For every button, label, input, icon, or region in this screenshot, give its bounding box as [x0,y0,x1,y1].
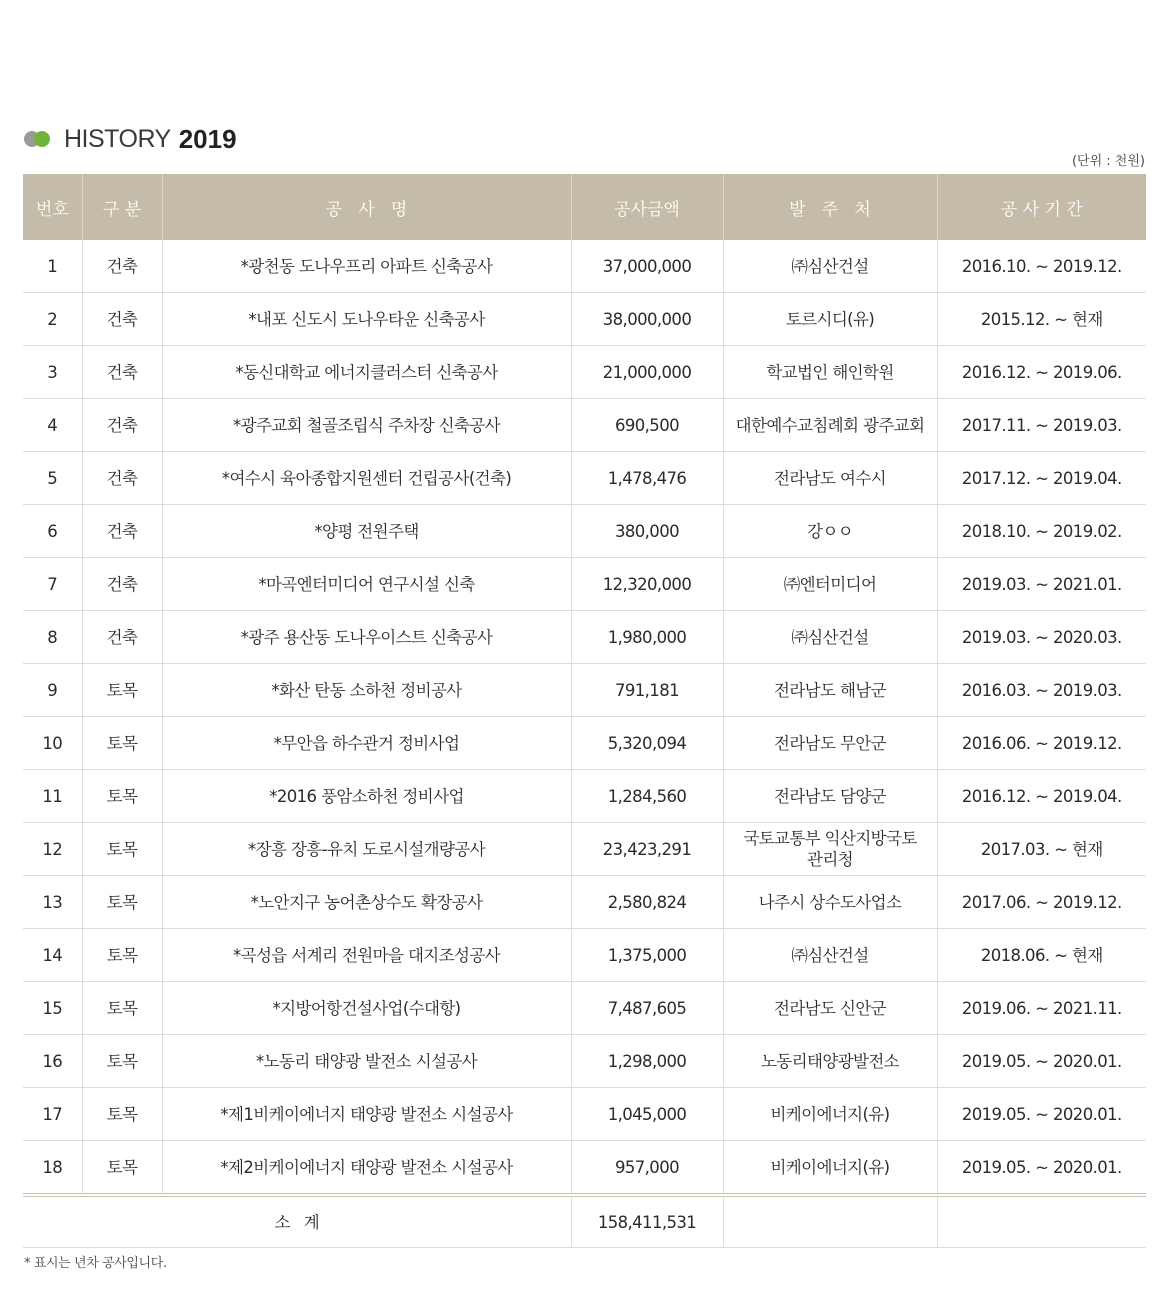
table-row [23,664,1146,717]
cell-amount: 2,580,824 [571,876,723,929]
cell-amount: 1,284,560 [571,770,723,823]
cell-client: 토르시디(유) [723,293,937,346]
cell-category: 건축 [82,505,162,558]
cell-project-name: *2016 풍암소하천 정비사업 [162,770,571,823]
history-table [23,174,1146,1248]
cell-period: 2016.10. ~ 2019.12. [937,240,1146,293]
cell-period: 2016.12. ~ 2019.06. [937,346,1146,399]
table-row [23,770,1146,823]
cell-client: 비케이에너지(유) [723,1088,937,1141]
cell-number: 14 [23,929,82,982]
cell-period: 2019.05. ~ 2020.01. [937,1088,1146,1141]
page-title-year: 2019 [178,123,237,154]
cell-number: 1 [47,256,58,276]
cell-amount: 1,980,000 [571,611,723,664]
cell-category: 토목 [82,876,162,929]
cell-period: 2017.06. ~ 2019.12. [937,876,1146,929]
cell-amount: 21,000,000 [571,346,723,399]
cell-number: 7 [23,558,82,611]
cell-period: 2016.06. ~ 2019.12. [937,717,1146,770]
table-row [23,452,1146,505]
table-row [23,1035,1146,1088]
cell-project-name: *마곡엔터미디어 연구시설 신축 [162,558,571,611]
cell-number: 18 [23,1141,82,1196]
cell-project-name: *광천동 도나우프리 아파트 신축공사 [162,240,571,293]
cell-client: ㈜심산건설 [723,611,937,664]
cell-client: 강ㅇㅇ [723,505,937,558]
bullet-dots-icon [24,130,54,148]
footnote: * 표시는 년차 공사입니다. [24,1256,167,1271]
cell-category: 토목 [82,982,162,1035]
cell-period: 2017.03. ~ 현재 [937,823,1146,876]
cell-category: 토목 [82,823,162,876]
column-header-period: 공 사 기 간 [937,174,1146,240]
total-empty-cell [723,1195,937,1248]
table-header-row [23,174,1146,240]
cell-amount: 380,000 [571,505,723,558]
cell-client: 나주시 상수도사업소 [723,876,937,929]
cell-project-name: *내포 신도시 도나우타운 신축공사 [162,293,571,346]
cell-project-name: *노안지구 농어촌상수도 확장공사 [162,876,571,929]
table-row [23,293,1146,346]
table-row [23,929,1146,982]
cell-amount: 1,375,000 [571,929,723,982]
table-row [23,876,1146,929]
cell-period: 2019.05. ~ 2020.01. [937,1141,1146,1196]
unit-note: (단위 : 천원) [1071,154,1145,169]
column-header-number: 번호 [23,174,82,240]
cell-client: 비케이에너지(유) [723,1141,937,1196]
cell-amount: 957,000 [571,1141,723,1196]
cell-client: 전라남도 신안군 [723,982,937,1035]
cell-number: 3 [23,346,82,399]
cell-period: 2017.12. ~ 2019.04. [937,452,1146,505]
cell-period: 2015.12. ~ 현재 [937,293,1146,346]
table-row [23,505,1146,558]
table-row [23,558,1146,611]
column-header-client: 발 주 처 [723,174,937,240]
cell-period: 2018.06. ~ 현재 [937,929,1146,982]
table-row [23,399,1146,452]
table-row [23,611,1146,664]
cell-project-name: *무안읍 하수관거 정비사업 [162,717,571,770]
cell-amount: 38,000,000 [571,293,723,346]
cell-amount: 1,298,000 [571,1035,723,1088]
cell-category: 토목 [82,717,162,770]
total-amount: 158,411,531 [571,1195,723,1248]
table-row [23,1141,1146,1196]
cell-period: 2016.12. ~ 2019.04. [937,770,1146,823]
total-empty-cell [937,1195,1146,1248]
cell-period: 2019.03. ~ 2020.03. [937,611,1146,664]
cell-amount: 7,487,605 [571,982,723,1035]
cell-client: 국토교통부 익산지방국토 관리청 [723,823,937,876]
cell-project-name: *동신대학교 에너지클러스터 신축공사 [162,346,571,399]
cell-amount: 690,500 [571,399,723,452]
table-row [23,346,1146,399]
cell-client: ㈜심산건설 [723,929,937,982]
section-heading [24,124,237,154]
cell-client: 전라남도 해남군 [723,664,937,717]
cell-period: 2016.03. ~ 2019.03. [937,664,1146,717]
cell-client: 대한예수교침례회 광주교회 [723,399,937,452]
cell-amount: 23,423,291 [571,823,723,876]
cell-client: 전라남도 담양군 [723,770,937,823]
table-row [23,982,1146,1035]
cell-project-name: *곡성읍 서계리 전원마을 대지조성공사 [162,929,571,982]
cell-amount: 791,181 [571,664,723,717]
cell-period: 2019.03. ~ 2021.01. [937,558,1146,611]
cell-project-name: *지방어항건설사업(수대항) [162,982,571,1035]
cell-number: 17 [23,1088,82,1141]
cell-project-name: *양평 전원주택 [162,505,571,558]
cell-number: 16 [23,1035,82,1088]
cell-project-name: *제1비케이에너지 태양광 발전소 시설공사 [162,1088,571,1141]
cell-number: 15 [23,982,82,1035]
green-dot-icon [34,131,50,147]
cell-client: 전라남도 여수시 [723,452,937,505]
total-row [23,1195,1146,1248]
cell-number: 11 [23,770,82,823]
total-label: 소 계 [23,1195,571,1248]
cell-category: 토목 [82,664,162,717]
cell-number: 4 [23,399,82,452]
cell-project-name: *광주교회 철골조립식 주차장 신축공사 [162,399,571,452]
cell-number: 8 [23,611,82,664]
table-row [23,240,1146,293]
cell-number: 2 [23,293,82,346]
cell-number: 10 [23,717,82,770]
cell-category: 토목 [82,1035,162,1088]
table-row [23,717,1146,770]
cell-amount: 12,320,000 [571,558,723,611]
cell-project-name: *광주 용산동 도나우이스트 신축공사 [162,611,571,664]
cell-category: 토목 [82,770,162,823]
cell-number: 6 [23,505,82,558]
cell-category: 토목 [82,1088,162,1141]
cell-amount: 1,045,000 [571,1088,723,1141]
column-header-category: 구 분 [82,174,162,240]
cell-client: ㈜심산건설 [723,240,937,293]
cell-client: 학교법인 해인학원 [723,346,937,399]
cell-category: 건축 [82,293,162,346]
cell-category: 토목 [82,1141,162,1196]
cell-project-name: *화산 탄동 소하천 정비공사 [162,664,571,717]
cell-number: 13 [23,876,82,929]
column-header-amount: 공사금액 [571,174,723,240]
cell-client: ㈜엔터미디어 [723,558,937,611]
table-row [23,1088,1146,1141]
page-title: HISTORY [64,124,171,153]
cell-period: 2019.05. ~ 2020.01. [937,1035,1146,1088]
cell-project-name: *노동리 태양광 발전소 시설공사 [162,1035,571,1088]
cell-project-name: *제2비케이에너지 태양광 발전소 시설공사 [162,1141,571,1196]
cell-category: 건축 [82,240,162,293]
cell-period: 2018.10. ~ 2019.02. [937,505,1146,558]
cell-period: 2017.11. ~ 2019.03. [937,399,1146,452]
cell-category: 건축 [82,452,162,505]
cell-project-name: *여수시 육아종합지원센터 건립공사(건축) [162,452,571,505]
cell-number: 12 [23,823,82,876]
cell-category: 건축 [82,558,162,611]
table-row [23,823,1146,876]
cell-client: 전라남도 무안군 [723,717,937,770]
column-header-project-name: 공 사 명 [162,174,571,240]
cell-category: 건축 [82,346,162,399]
cell-amount: 5,320,094 [571,717,723,770]
cell-number: 5 [23,452,82,505]
cell-amount: 1,478,476 [571,452,723,505]
cell-project-name: *장흥 장흥-유치 도로시설개량공사 [162,823,571,876]
cell-number: 9 [23,664,82,717]
cell-amount: 37,000,000 [571,240,723,293]
cell-client: 노동리태양광발전소 [723,1035,937,1088]
cell-period: 2019.06. ~ 2021.11. [937,982,1146,1035]
cell-category: 토목 [82,929,162,982]
cell-category: 건축 [82,611,162,664]
cell-category: 건축 [82,399,162,452]
